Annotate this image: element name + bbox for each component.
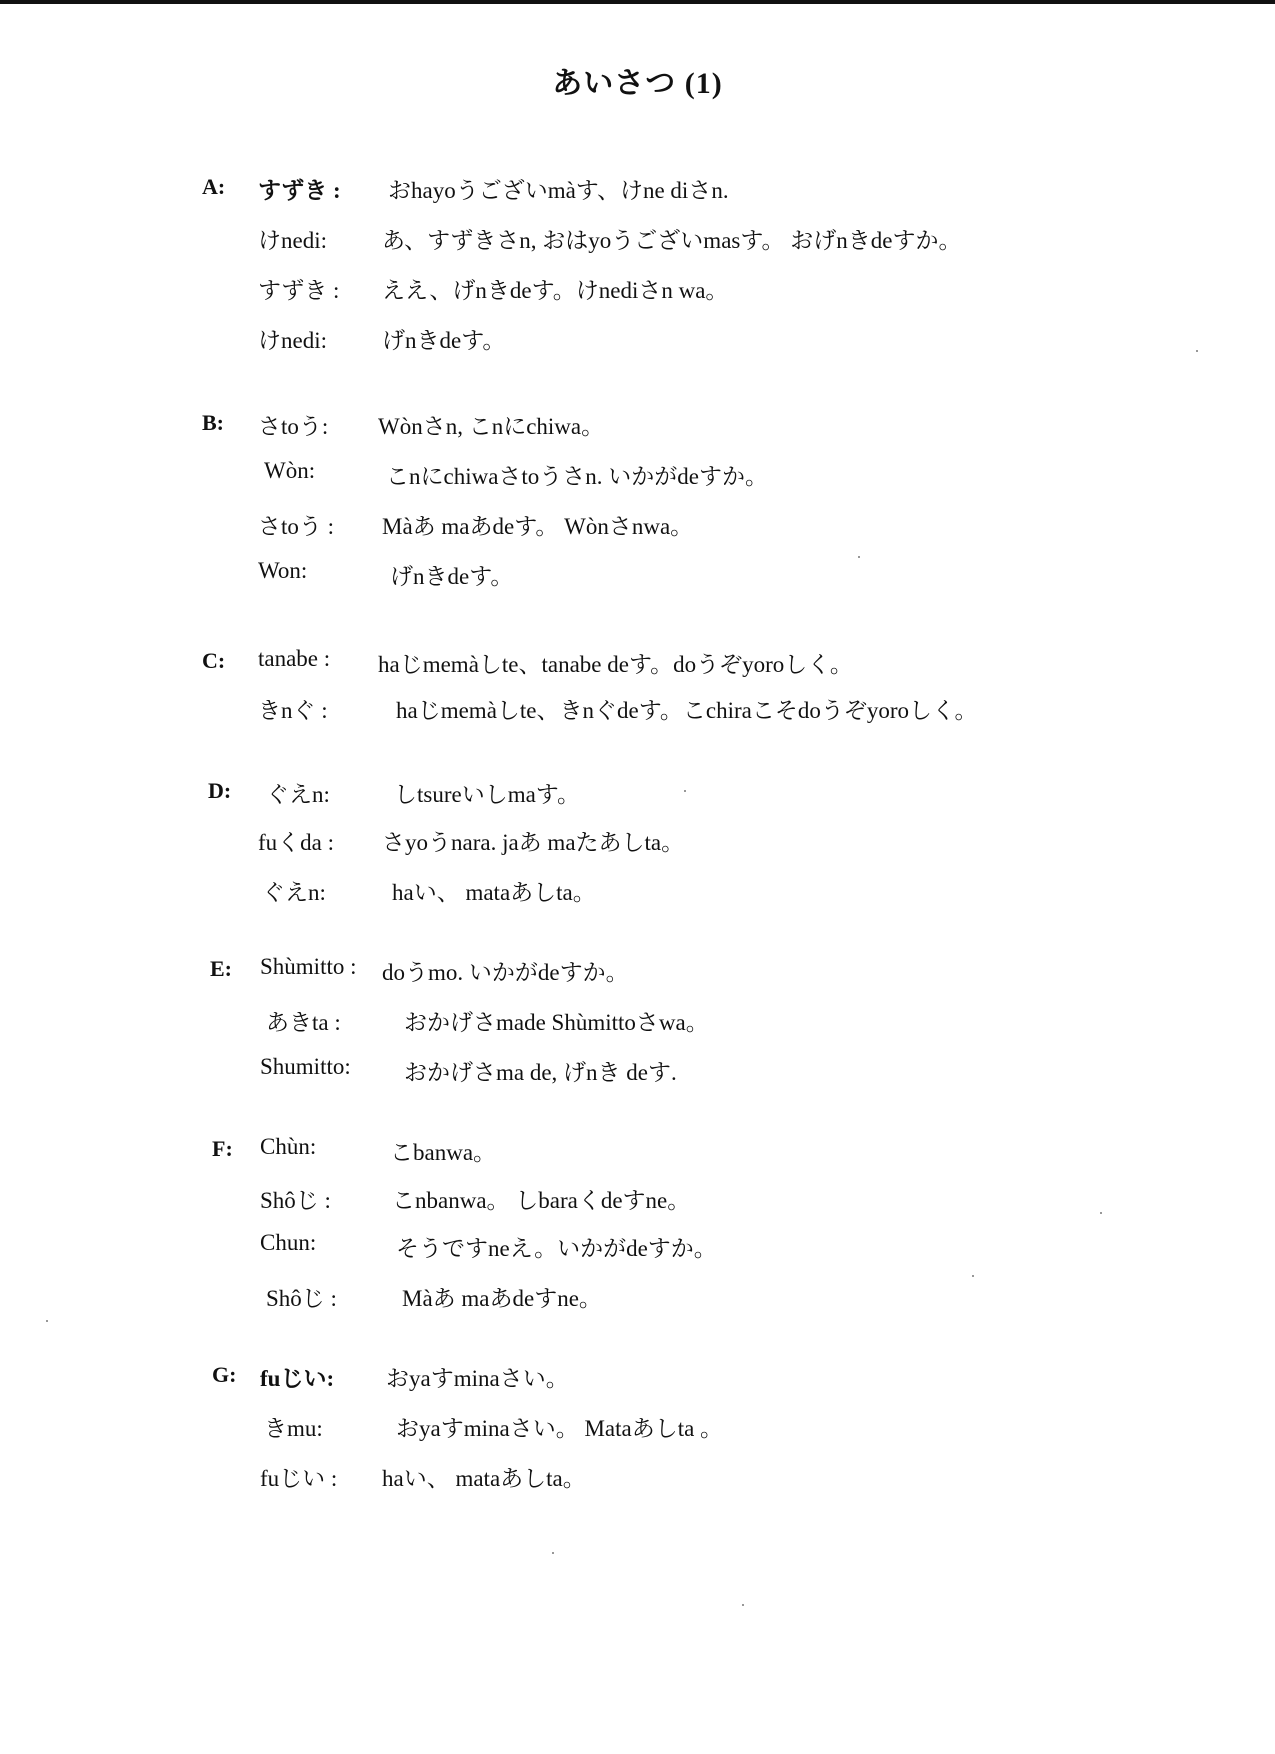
scan-speck (742, 1604, 744, 1606)
speaker-name: Chùn: (260, 1134, 317, 1159)
speaker-name: tanabe : (258, 646, 331, 671)
dialogue-line (0, 318, 1275, 358)
speaker-name: きmu: (264, 1416, 323, 1441)
scan-speck (972, 1275, 974, 1277)
speaker-name: けnedi: (258, 328, 327, 353)
speaker-name: fuじい: (260, 1366, 335, 1391)
dialogue-line (0, 1178, 1275, 1218)
dialogue-line (0, 772, 1275, 812)
dialogue-label: A: (202, 174, 226, 199)
speaker-name: ぐえn: (262, 880, 326, 905)
dialogue-line (0, 504, 1275, 544)
dialogue-line (0, 1050, 1275, 1090)
scan-speck (684, 790, 686, 792)
utterance-text: げnきdeす。 (382, 328, 506, 353)
speaker-name: けnedi: (258, 228, 327, 253)
utterance-text: doうmo. いかがdeすか。 (382, 960, 629, 985)
dialogue-line (0, 268, 1275, 308)
dialogue-line (0, 1226, 1275, 1266)
utterance-text: こbanwa。 (390, 1140, 497, 1165)
page-title: あいさつ (1) (552, 67, 723, 100)
scan-speck (1196, 350, 1198, 352)
dialogue-label: F: (212, 1136, 233, 1161)
speaker-name: きnぐ : (258, 698, 328, 723)
speaker-name: Wòn: (264, 458, 316, 483)
speaker-name: fuくda : (258, 830, 335, 855)
dialogue-line (0, 642, 1275, 682)
speaker-name: Chun: (260, 1230, 317, 1255)
dialogue-line (0, 1000, 1275, 1040)
utterance-text: こnbanwa。 しbaraくdeすne。 (392, 1188, 691, 1213)
dialogue-line (0, 870, 1275, 910)
speaker-name: Shôじ : (260, 1188, 331, 1213)
utterance-text: Màあ maあdeすne。 (402, 1286, 602, 1311)
utterance-text: そうですneえ。いかがdeすか。 (396, 1236, 717, 1261)
scan-speck (858, 556, 860, 558)
utterance-text: おhayoうございmàす、けne diさn. (388, 178, 729, 203)
dialogue-line (0, 950, 1275, 990)
utterance-text: げnきdeす。 (390, 564, 514, 589)
dialogue-line (0, 218, 1275, 258)
dialogue-line (0, 1406, 1275, 1446)
utterance-text: Màあ maあdeす。 Wònさnwa。 (382, 514, 694, 539)
scan-speck (46, 1320, 48, 1322)
utterance-text: おかげさmade Shùmittoさwa。 (404, 1010, 709, 1035)
utterance-text: おかげさma de, げnき deす. (404, 1060, 677, 1085)
utterance-text: おyaすminaさい。 (386, 1366, 569, 1391)
utterance-text: haじmemàしte、tanabe deす。doうぞyoroしく。 (378, 652, 853, 677)
speaker-name: Shôじ : (266, 1286, 337, 1311)
utterance-text: haじmemàしte、きnぐdeす。こchiraこそdoうぞyoroしく。 (396, 698, 978, 723)
dialogue-label: D: (208, 778, 232, 803)
utterance-text: Wònさn, こnにchiwa。 (378, 414, 605, 439)
speaker-name: すずき : (258, 178, 341, 203)
speaker-name: あきta : (266, 1010, 341, 1035)
top-edge-rule (0, 0, 1275, 4)
dialogue-label: G: (212, 1362, 237, 1387)
utterance-text: さyoうnara. jaあ maたあしta。 (382, 830, 685, 855)
dialogue-line (0, 168, 1275, 208)
dialogue-line (0, 1456, 1275, 1496)
utterance-text: しtsureいしmaす。 (394, 782, 580, 807)
dialogue-label: C: (202, 648, 226, 673)
dialogue-line (0, 1356, 1275, 1396)
utterance-text: ええ、げnきdeす。けnediさn wa。 (382, 278, 729, 303)
dialogue-label: E: (210, 956, 232, 981)
dialogue-line (0, 1276, 1275, 1316)
scan-speck (1100, 1212, 1102, 1214)
speaker-name: Shùmitto : (260, 954, 357, 979)
dialogue-line (0, 554, 1275, 594)
dialogue-line (0, 820, 1275, 860)
speaker-name: さtoう : (258, 514, 335, 539)
speaker-name: Shumitto: (260, 1054, 351, 1079)
speaker-name: さtoう: (258, 414, 329, 439)
speaker-name: Won: (258, 558, 308, 583)
dialogue-line (0, 454, 1275, 494)
speaker-name: すずき : (258, 278, 340, 303)
dialogue-line (0, 1130, 1275, 1170)
dialogue-line (0, 404, 1275, 444)
utterance-text: haい、 mataあしta。 (382, 1466, 586, 1491)
dialogue-label: B: (202, 410, 224, 435)
utterance-text: あ、すずきさn, おはyoうございmasす。 おげnきdeすか。 (382, 228, 962, 253)
dialogue-line (0, 688, 1275, 728)
utterance-text: おyaすminaさい。 Mataあしta 。 (396, 1416, 724, 1441)
scan-speck (552, 1552, 554, 1554)
speaker-name: fuじい : (260, 1466, 338, 1491)
utterance-text: haい、 mataあしta。 (392, 880, 596, 905)
utterance-text: こnにchiwaさtoうさn. いかがdeすか。 (386, 464, 769, 489)
speaker-name: ぐえn: (266, 782, 330, 807)
